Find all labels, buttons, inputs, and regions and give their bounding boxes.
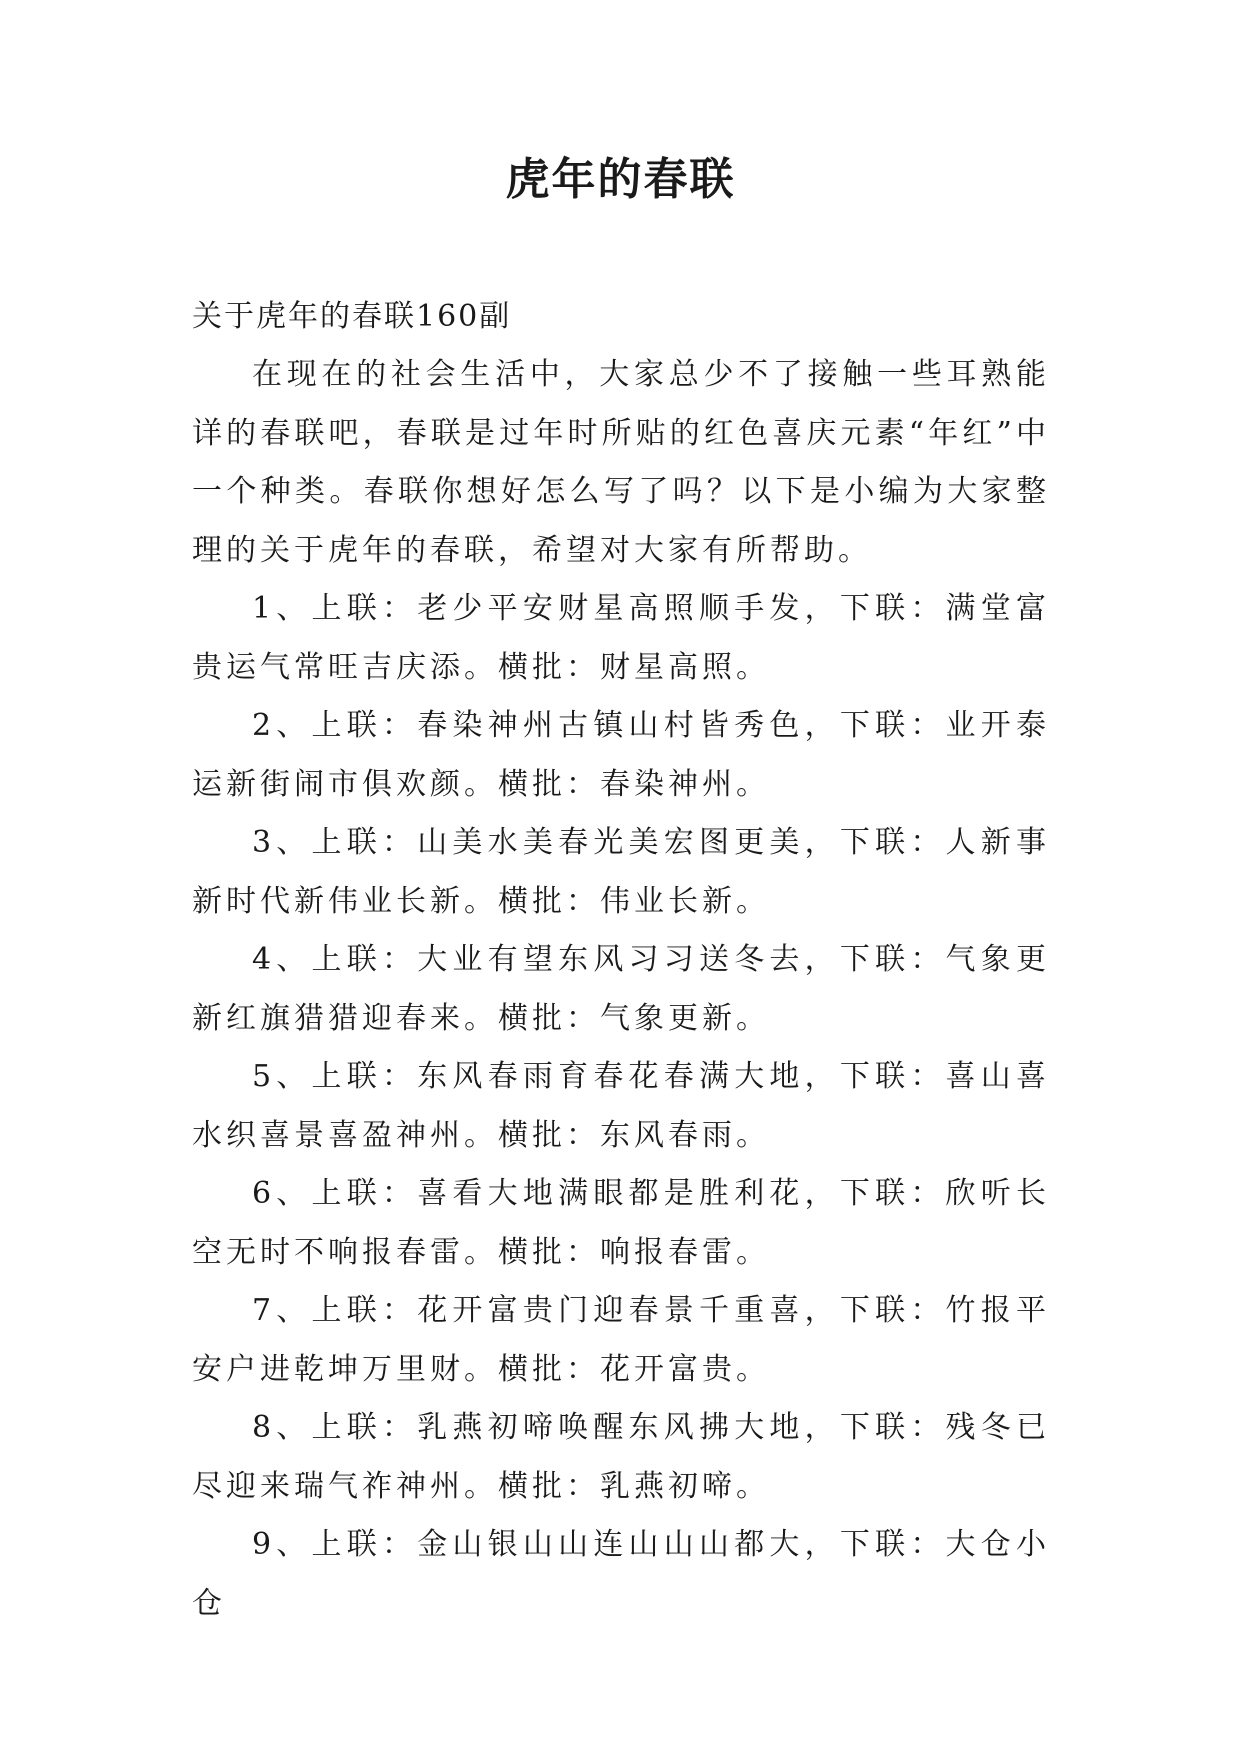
couplet-5: 5、上联：东风春雨育春花春满大地，下联：喜山喜水织喜景喜盈神州。横批：东风春雨。: [192, 1059, 1050, 1153]
couplet-3: 3、上联：山美水美春光美宏图更美，下联：人新事新时代新伟业长新。横批：伟业长新。: [192, 825, 1050, 919]
couplet-9: 9、上联：金山银山山连山山山都大，下联：大仓小仓: [192, 1527, 1050, 1621]
document-title: 虎年的春联: [505, 154, 736, 205]
couplet-8: 8、上联：乳燕初啼唤醒东风拂大地，下联：残冬已尽迎来瑞气祚神州。横批：乳燕初啼。: [192, 1410, 1050, 1504]
document-subtitle: 关于虎年的春联160副: [192, 299, 512, 334]
couplet-4: 4、上联：大业有望东风习习送冬去，下联：气象更新红旗猎猎迎春来。横批：气象更新。: [192, 942, 1050, 1036]
couplet-7: 7、上联：花开富贵门迎春景千重喜，下联：竹报平安户进乾坤万里财。横批：花开富贵。: [192, 1293, 1050, 1387]
couplet-6: 6、上联：喜看大地满眼都是胜利花，下联：欣听长空无时不响报春雷。横批：响报春雷。: [192, 1176, 1050, 1270]
couplet-2: 2、上联：春染神州古镇山村皆秀色，下联：业开泰运新街闹市俱欢颜。横批：春染神州。: [192, 708, 1050, 802]
document-body: [192, 288, 1050, 1633]
couplet-1: 1、上联：老少平安财星高照顺手发，下联：满堂富贵运气常旺吉庆添。横批：财星高照。: [192, 591, 1050, 685]
intro-paragraph: 在现在的社会生活中，大家总少不了接触一些耳熟能详的春联吧，春联是过年时所贴的红色喜庆元素“年红”中一个种类。春联你想好怎么写了吗？以下是小编为大家整理的关于虎年的春联，希望对大家有所帮助。: [192, 357, 1050, 568]
